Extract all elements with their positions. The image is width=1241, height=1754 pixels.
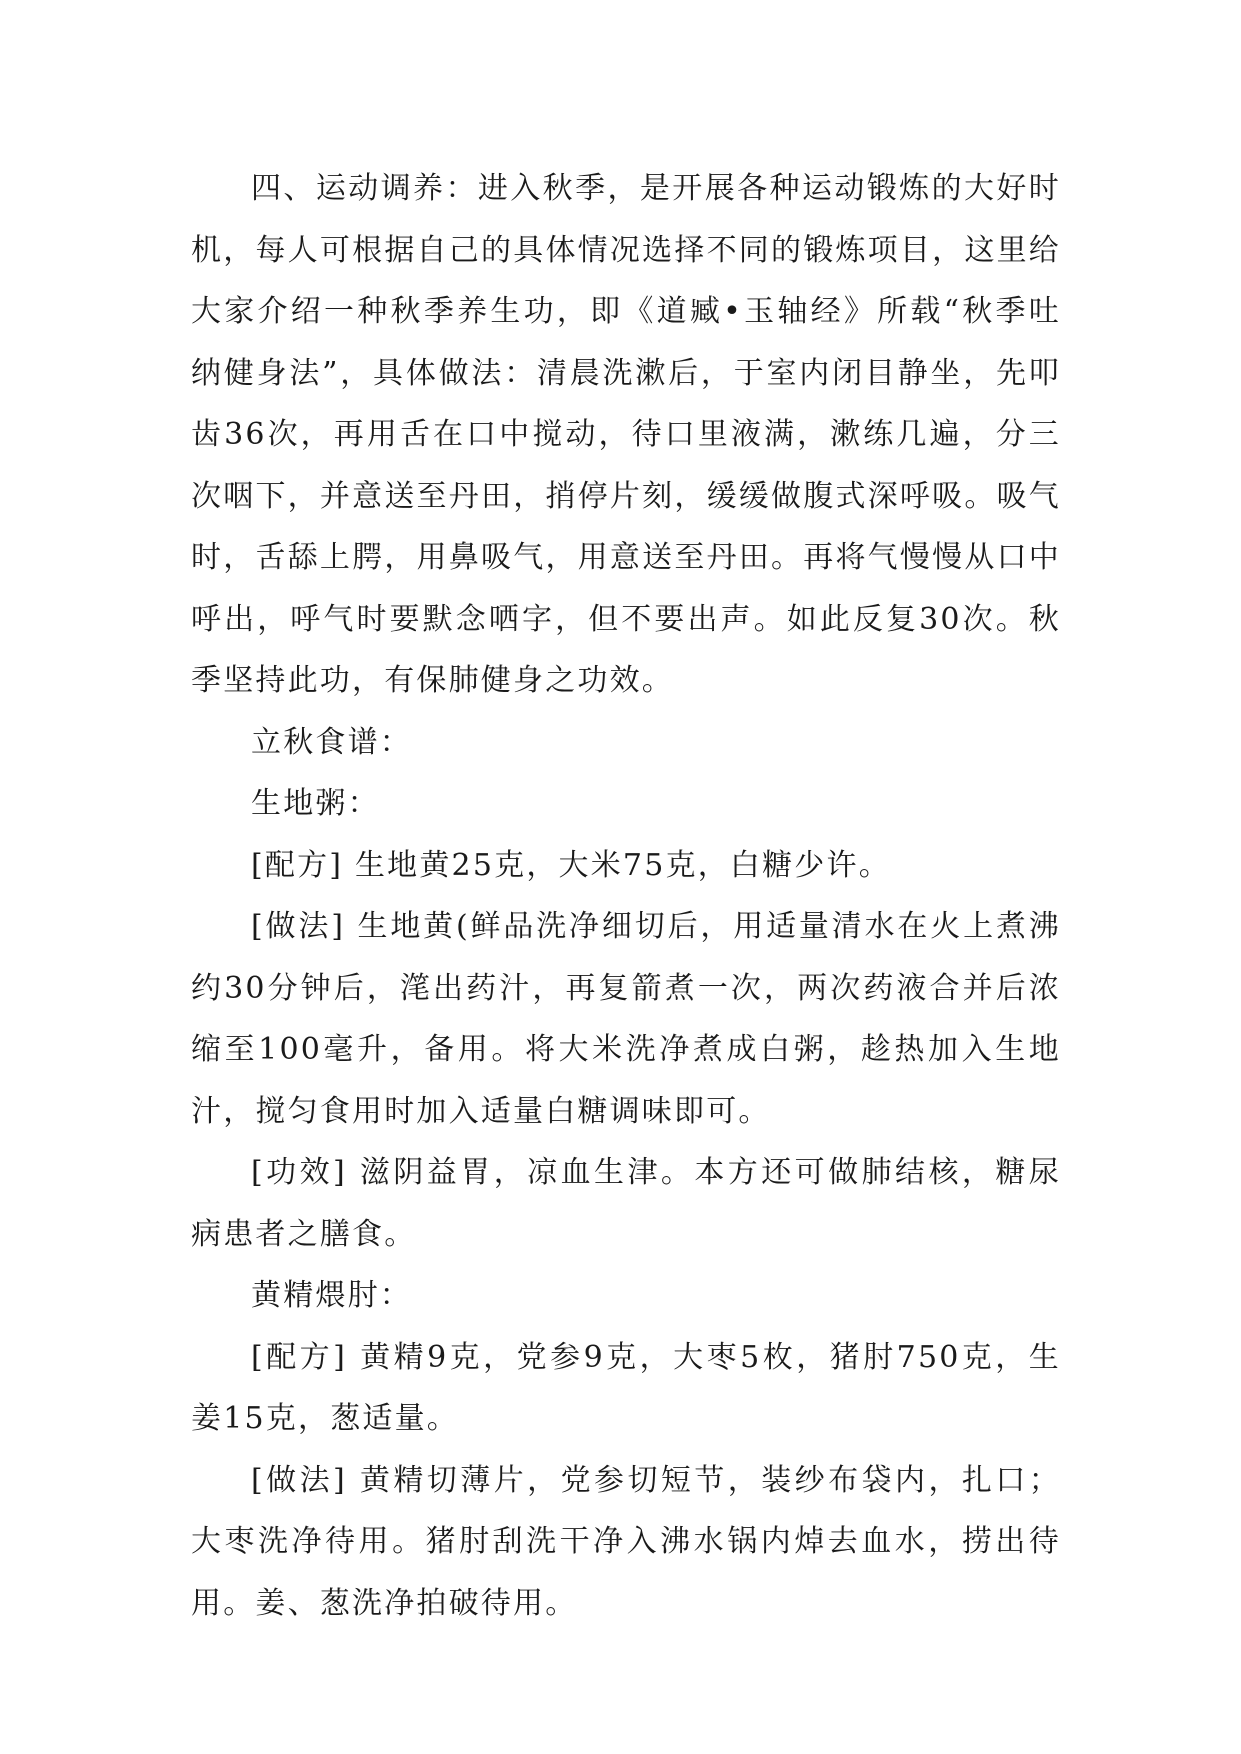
document-body — [191, 158, 1061, 1634]
heading-huangjing-elbow: 黄精煨肘： — [251, 1278, 412, 1313]
heading-recipes: 立秋食谱： — [251, 724, 412, 760]
shengdi-effect: [功效] 滋阴益胃，凉血生津。本方还可做肺结核，糖尿病患者之膳食。 — [191, 1155, 1061, 1252]
huangjing-ingredients: [配方] 黄精9克，党参9克，大枣5枚，猪肘750克，生姜15克，葱适量。 — [191, 1339, 1061, 1436]
huangjing-method: [做法] 黄精切薄片，党参切短节，装纱布袋内，扎口；大枣洗净待用。猪肘刮洗干净入沸水锅内焯去血水，捞出待用。姜、葱洗净拍破待用。 — [191, 1462, 1061, 1621]
heading-shengdi-porridge: 生地粥： — [251, 786, 380, 821]
shengdi-method: [做法] 生地黄(鲜品洗净细切后，用适量清水在火上煮沸约30分钟后，滗出药汁，再复箭煮一次，两次药液合并后浓缩至100毫升，备用。将大米洗净煮成白粥，趁热加入生地汁，搅匀食用时加入适量白糖调味即可。 — [191, 909, 1061, 1129]
paragraph-exercise: 四、运动调养：进入秋季，是开展各种运动锻炼的大好时机，每人可根据自己的具体情况选择不同的锻炼项目，这里给大家介绍一种秋季养生功，即《道臧•玉轴经》所载“秋季吐纳健身法”，具体做法：清晨洗漱后，于室内闭目静坐，先叩齿36次，再用舌在口中搅动，待口里液满，漱练几遍，分三次咽下，并意送至丹田，捎停片刻，缓缓做腹式深呼吸。吸气时，舌舔上腭，用鼻吸气，用意送至丹田。再将气慢慢从口中呼出，呼气时要默念哂字，但不要出声。如此反复30次。秋季坚持此功，有保肺健身之功效。 — [191, 171, 1061, 698]
shengdi-ingredients: [配方] 生地黄25克，大米75克，白糖少许。 — [251, 847, 891, 883]
